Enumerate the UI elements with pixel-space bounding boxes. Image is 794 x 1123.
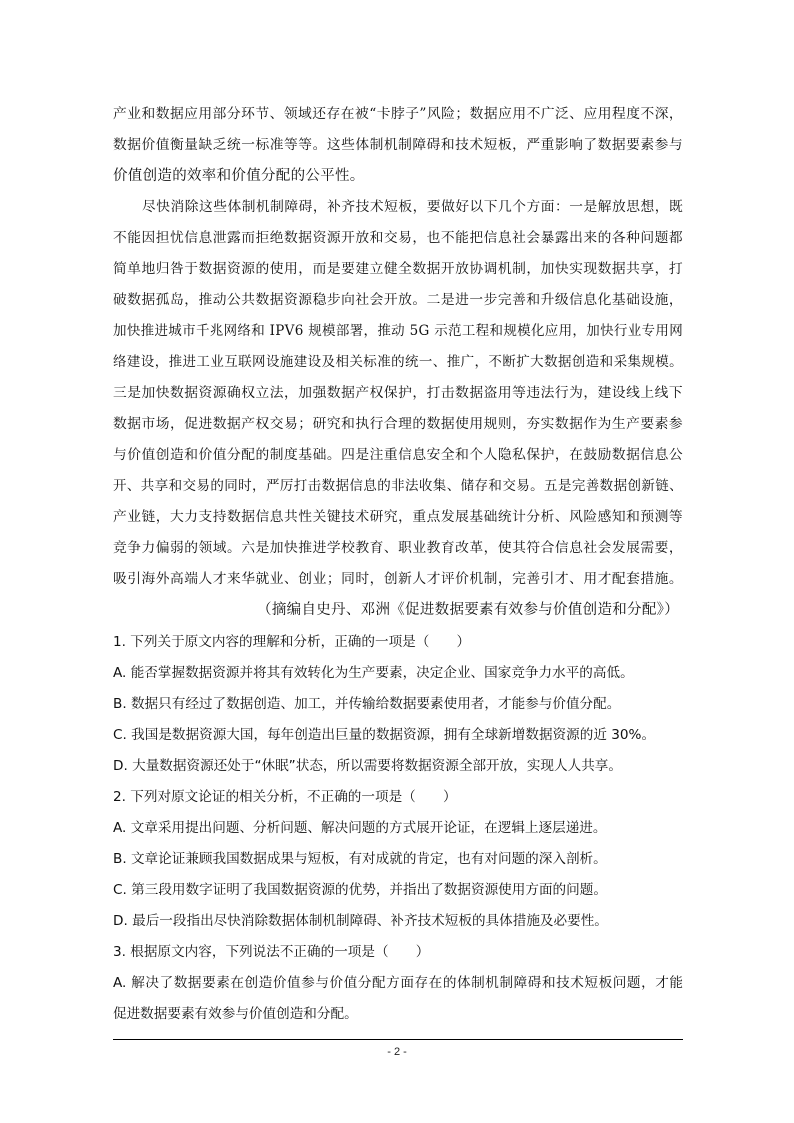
passage-line: 加快推进城市千兆网络和 IPV6 规模部署，推动 5G 示范工程和规模化应用，加快行业专用网: [113, 323, 683, 339]
passage-line: 产业和数据应用部分环节、领域还存在被“卡脖子”风险；数据应用不广泛、应用程度不深，: [113, 106, 683, 122]
question-3-option-a-line1: A. 解决了数据要素在创造价值参与价值分配方面存在的体制机制障碍和技术短板问题，才能: [113, 975, 683, 991]
passage-line: 简单地归咎于数据资源的使用，而是要建立健全数据开放协调机制，加快实现数据共享，打: [113, 261, 683, 277]
question-2-option-c: C. 第三段用数字证明了我国数据资源的优势，并指出了数据资源使用方面的问题。: [113, 882, 607, 898]
question-1-option-a: A. 能否掌握数据资源并将其有效转化为生产要素，决定企业、国家竞争力水平的高低。: [113, 665, 634, 681]
passage-line: 络建设，推进工业互联网设施建设及相关标准的统一、推广，不断扩大数据创造和采集规模。: [113, 354, 683, 370]
passage-line: 三是加快数据资源确权立法，加强数据产权保护，打击数据盗用等违法行为，建设线上线下: [113, 385, 683, 401]
question-1-option-b: B. 数据只有经过了数据创造、加工，并传输给数据要素使用者，才能参与价值分配。: [113, 696, 621, 712]
question-section: [113, 627, 683, 1030]
passage-line: 破数据孤岛，推动公共数据资源稳步向社会开放。二是进一步完善和升级信息化基础设施，: [113, 292, 683, 308]
question-2-stem: 2. 下列对原文论证的相关分析，不正确的一项是（ ）: [113, 789, 457, 805]
passage-line: 价值创造的效率和价值分配的公平性。: [113, 168, 365, 184]
passage-line: 产业链，大力支持数据信息共性关键技术研究，重点发展基础统计分析、风险感知和预测等: [113, 509, 683, 525]
question-2-option-b: B. 文章论证兼顾我国数据成果与短板，有对成就的肯定，也有对问题的深入剖析。: [113, 851, 607, 867]
passage-line: 竞争力偏弱的领域。六是加快推进学校教育、职业教育改革，使其符合信息社会发展需要，: [113, 540, 683, 556]
question-3-option-a-line2: 促进数据要素有效参与价值创造和分配。: [113, 1006, 358, 1022]
passage-line: 与价值创造和价值分配的制度基础。四是注重信息安全和个人隐私保护，在鼓励数据信息公: [113, 447, 683, 463]
question-1-option-d: D. 大量数据资源还处于“休眠”状态，所以需要将数据资源全部开放，实现人人共享。: [113, 758, 622, 774]
passage-line: 尽快消除这些体制机制障碍，补齐技术短板，要做好以下几个方面：一是解放思想，既: [142, 199, 683, 215]
reading-passage: [113, 99, 683, 626]
passage-line: 开、共享和交易的同时，严厉打击数据信息的非法收集、储存和交易。五是完善数据创新链、: [113, 478, 683, 494]
footer-divider: [113, 1039, 683, 1040]
question-2-option-d: D. 最后一段指出尽快消除数据体制机制障碍、补齐技术短板的具体措施及必要性。: [113, 913, 608, 929]
passage-line: 吸引海外高端人才来华就业、创业；同时，创新人才评价机制，完善引才、用才配套措施。: [113, 571, 683, 587]
passage-line: 数据市场，促进数据产权交易；研究和执行合理的数据使用规则，夯实数据作为生产要素参: [113, 416, 683, 432]
passage-line: 不能因担忧信息泄露而拒绝数据资源开放和交易，也不能把信息社会暴露出来的各种问题都: [113, 230, 683, 246]
question-1-stem: 1. 下列关于原文内容的理解和分析，正确的一项是（ ）: [113, 634, 471, 650]
passage-line: 数据价值衡量缺乏统一标准等等。这些体制机制障碍和技术短板，严重影响了数据要素参与: [113, 137, 683, 153]
question-1-option-c: C. 我国是数据资源大国，每年创造出巨量的数据资源，拥有全球新增数据资源的近 30%。: [113, 727, 656, 743]
question-2-option-a: A. 文章采用提出问题、分析问题、解决问题的方式展开论证，在逻辑上逐层递进。: [113, 820, 607, 836]
question-3-stem: 3. 根据原文内容，下列说法不正确的一项是（ ）: [113, 944, 430, 960]
page-number: - 2 -: [387, 1046, 407, 1058]
passage-source-citation: （摘编自史丹、邓洲《促进数据要素有效参与价值创造和分配》）: [257, 602, 679, 618]
